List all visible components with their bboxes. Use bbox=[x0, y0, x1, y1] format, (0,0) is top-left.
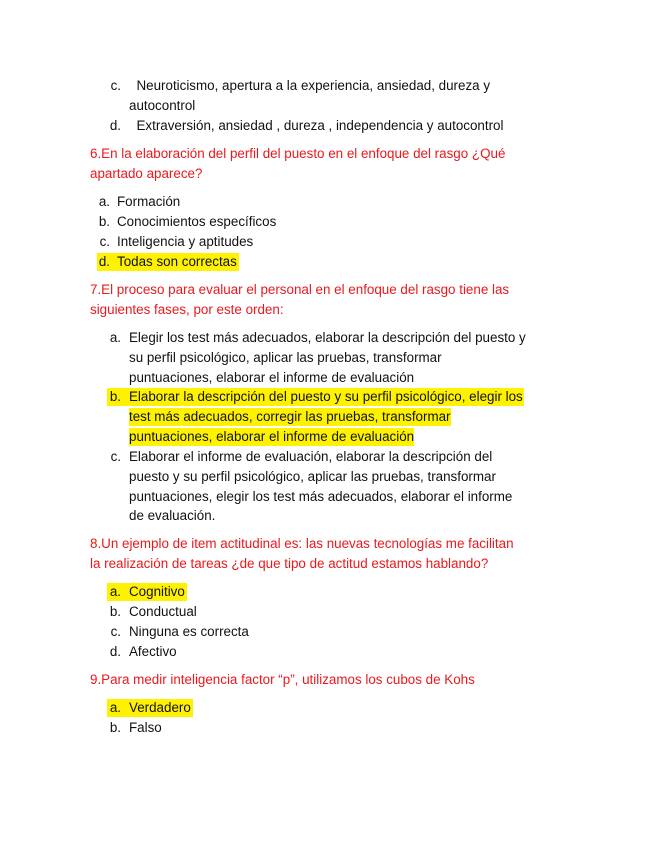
option-text: Formación bbox=[117, 194, 181, 209]
q7-option-b-correct bbox=[107, 388, 524, 406]
q6-option-b bbox=[97, 213, 276, 231]
q7-option-a bbox=[107, 329, 526, 347]
q7-option-b-line3: puntuaciones, elaborar el informe de evaluación bbox=[129, 429, 415, 444]
option-text: Extraversión, ansiedad , dureza , independencia y autocontrol bbox=[136, 118, 504, 133]
option-label: c. bbox=[110, 624, 121, 639]
q6-option-d-correct bbox=[97, 253, 239, 271]
option-label: a. bbox=[98, 194, 110, 209]
q7-option-a-line3: puntuaciones, elaborar el informe de evaluación bbox=[129, 370, 415, 385]
q6-question-line2: apartado aparece? bbox=[90, 166, 203, 181]
option-label: c. bbox=[110, 78, 121, 93]
option-label: d. bbox=[98, 254, 110, 269]
option-text: Todas son correctas bbox=[117, 254, 237, 269]
option-label: c. bbox=[99, 234, 110, 249]
q5-option-c-cont: autocontrol bbox=[129, 98, 196, 113]
q7-option-c-line4: de evaluación. bbox=[129, 508, 216, 523]
q7-option-c bbox=[107, 448, 492, 466]
q7-option-c-line3: puntuaciones, elegir los test más adecuados, elaborar el informe bbox=[129, 489, 513, 504]
option-text: Elaborar la descripción del puesto y su perfil psicológico, elegir los bbox=[129, 389, 523, 404]
q9-option-b bbox=[107, 719, 162, 737]
q9-option-a-correct bbox=[107, 699, 193, 717]
option-label: a. bbox=[109, 584, 121, 599]
q8-option-d bbox=[107, 643, 177, 661]
option-text: Neuroticismo, apertura a la experiencia, ansiedad, dureza y bbox=[136, 78, 491, 93]
option-label: b. bbox=[109, 720, 121, 735]
q8-option-a-correct bbox=[107, 583, 187, 601]
q7-question-line2: siguientes fases, por este orden: bbox=[90, 302, 284, 317]
option-text: Afectivo bbox=[129, 644, 177, 659]
q8-question-line1: 8.Un ejemplo de item actitudinal es: las nuevas tecnologías me facilitan bbox=[90, 536, 514, 551]
q8-option-b bbox=[107, 603, 197, 621]
option-label: d. bbox=[109, 644, 121, 659]
option-text: Verdadero bbox=[129, 700, 191, 715]
option-text: Inteligencia y aptitudes bbox=[117, 234, 254, 249]
option-text: Elegir los test más adecuados, elaborar la descripción del puesto y bbox=[129, 330, 526, 345]
option-text: Ninguna es correcta bbox=[129, 624, 249, 639]
option-label: a. bbox=[109, 700, 121, 715]
option-text: Conductual bbox=[129, 604, 197, 619]
q6-question-line1: 6.En la elaboración del perfil del puesto en el enfoque del rasgo ¿Qué bbox=[90, 146, 506, 161]
option-label: b. bbox=[109, 604, 121, 619]
q7-option-c-line2: puesto y su perfil psicológico, aplicar las pruebas, transformar bbox=[129, 469, 496, 484]
q6-option-c bbox=[97, 233, 253, 251]
option-text: Falso bbox=[129, 720, 162, 735]
q9-question-line1: 9.Para medir inteligencia factor “p”, utilizamos los cubos de Kohs bbox=[90, 672, 475, 687]
option-text: Cognitivo bbox=[129, 584, 185, 599]
option-text: Conocimientos específicos bbox=[117, 214, 277, 229]
option-label: d. bbox=[109, 118, 121, 133]
q5-option-d bbox=[107, 117, 503, 135]
q8-option-c bbox=[107, 623, 249, 641]
q5-option-c bbox=[107, 77, 490, 95]
q8-question-line2: la realización de tareas ¿de que tipo de actitud estamos hablando? bbox=[90, 556, 489, 571]
option-label: b. bbox=[109, 389, 121, 404]
option-label: c. bbox=[110, 449, 121, 464]
option-label: a. bbox=[109, 330, 121, 345]
q6-option-a bbox=[97, 193, 180, 211]
option-text: Elaborar el informe de evaluación, elaborar la descripción del bbox=[129, 449, 493, 464]
q7-option-a-line2: su perfil psicológico, aplicar las pruebas, transformar bbox=[129, 350, 442, 365]
q7-question-line1: 7.El proceso para evaluar el personal en el enfoque del rasgo tiene las bbox=[90, 282, 510, 297]
q7-option-b-line2: test más adecuados, corregir las pruebas, transformar bbox=[129, 409, 451, 424]
option-label: b. bbox=[98, 214, 110, 229]
